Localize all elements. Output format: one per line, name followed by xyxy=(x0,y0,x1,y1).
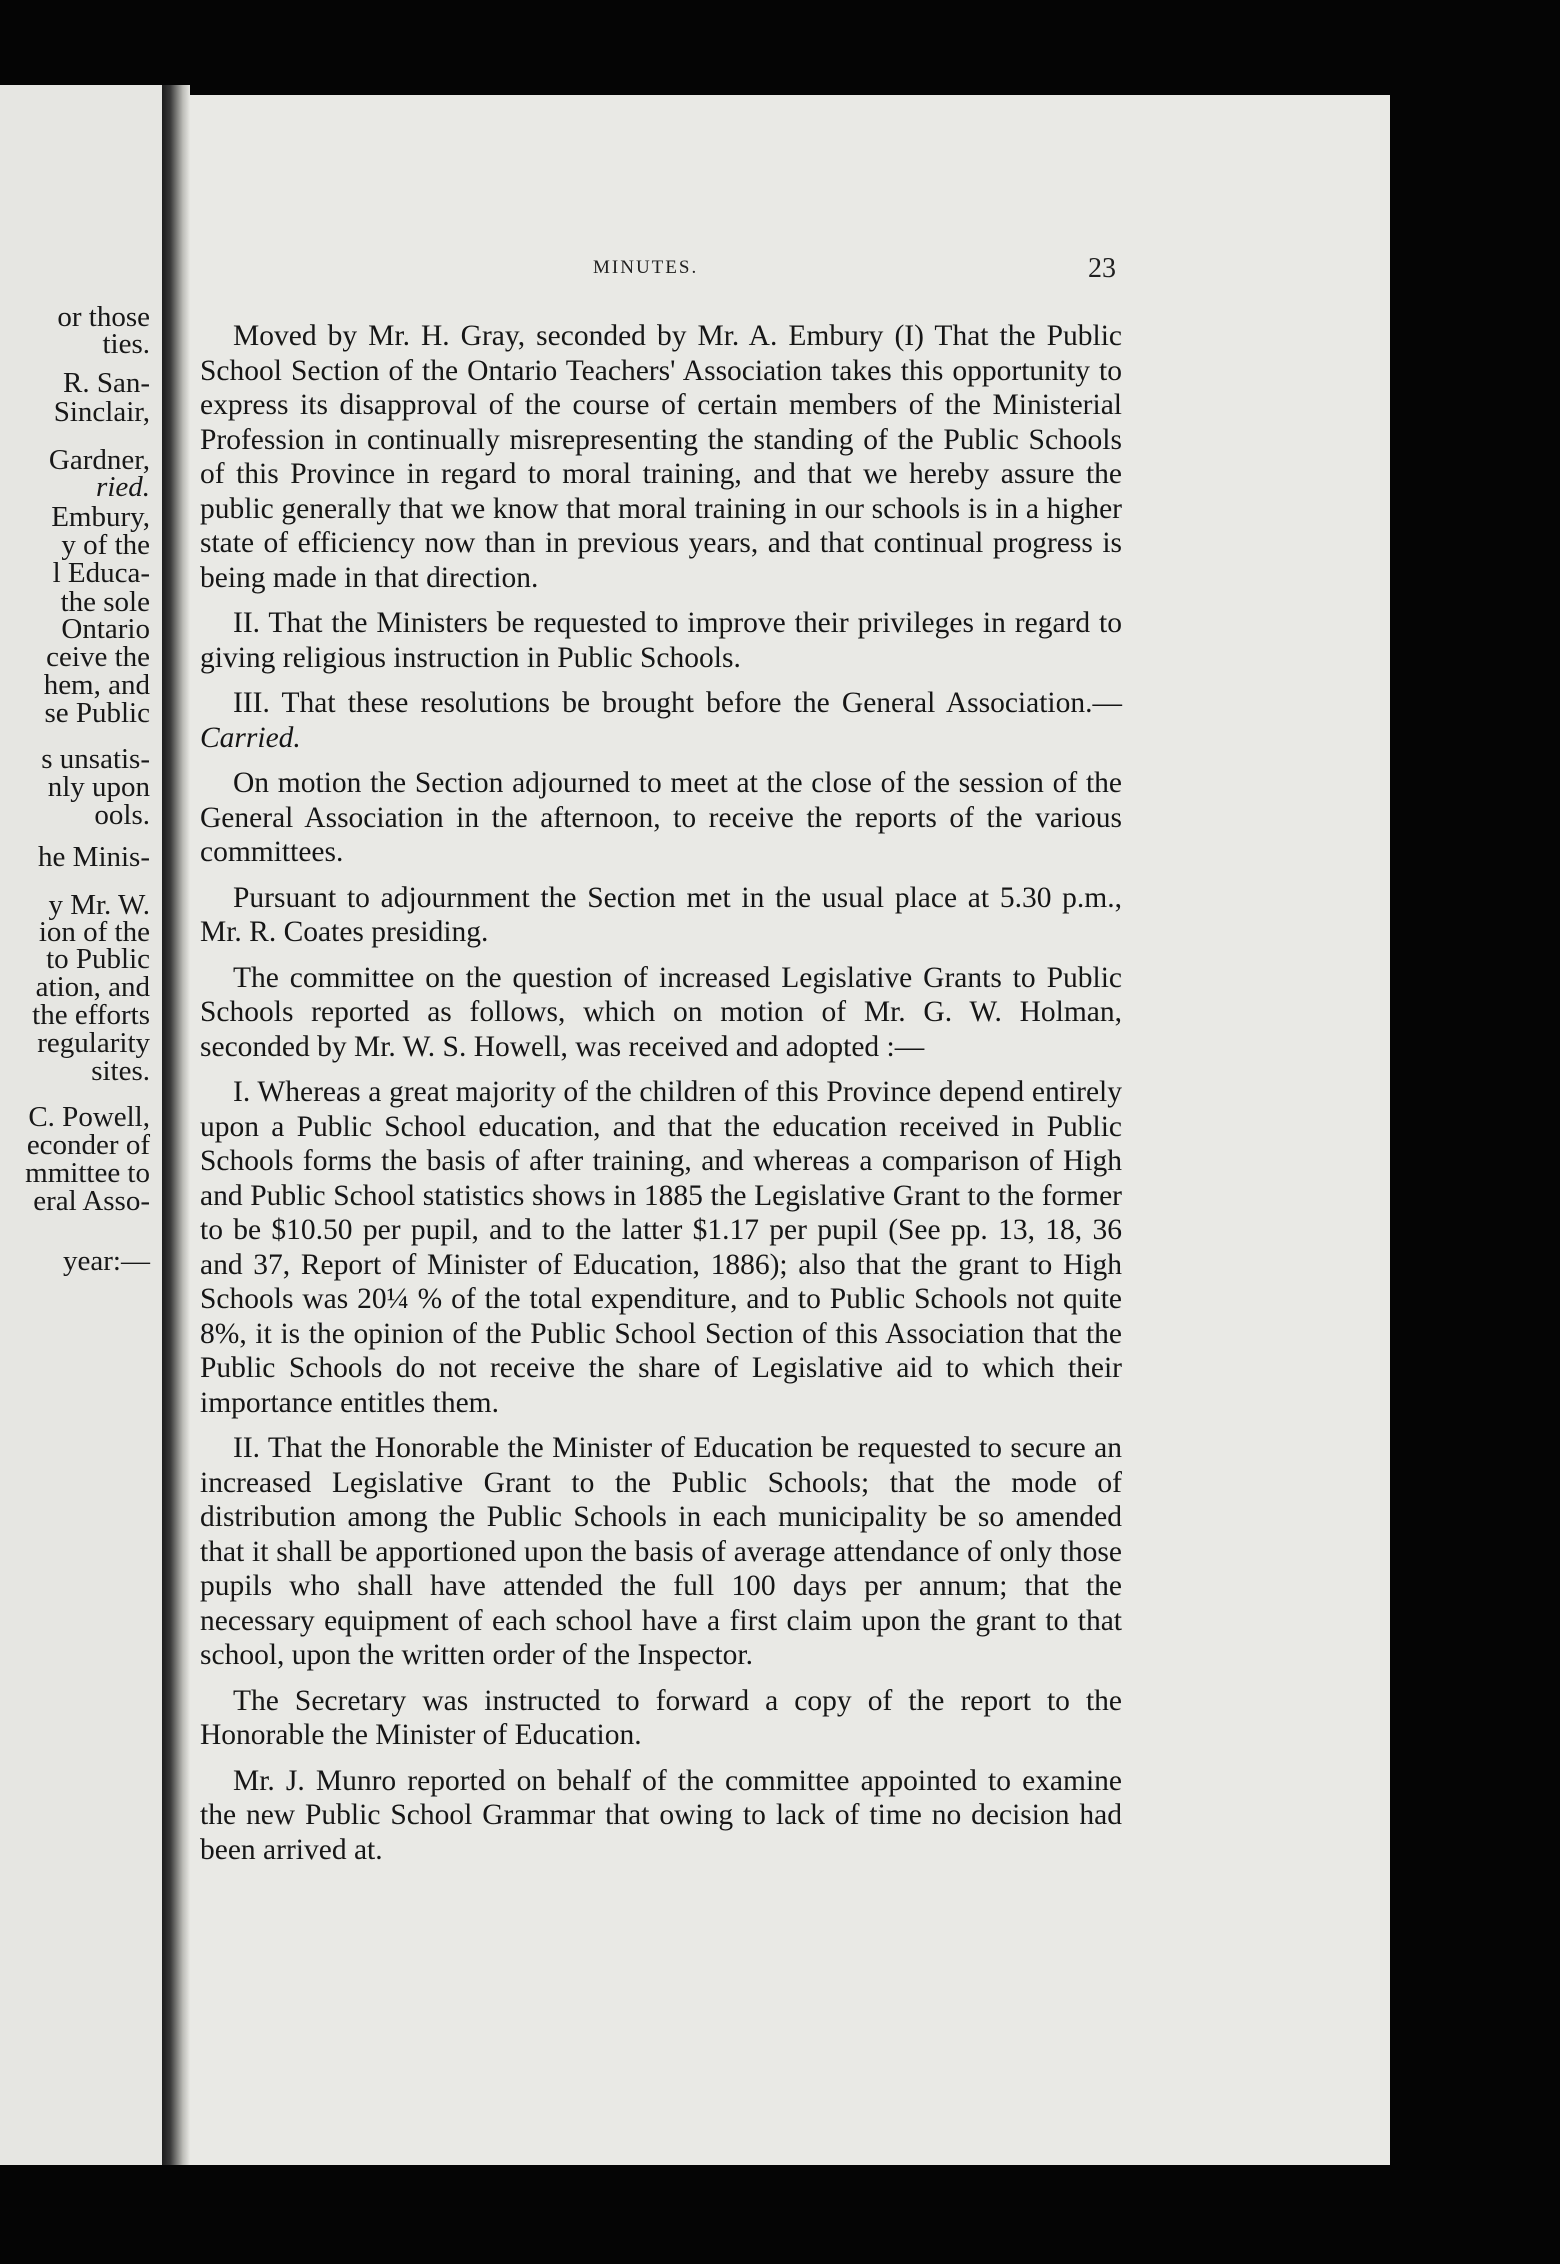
facing-page-line: econder of xyxy=(26,1129,150,1161)
facing-page-line: regularity xyxy=(37,1027,150,1059)
book-gutter xyxy=(162,85,190,2165)
paragraph-text: III. That these resolutions be brought before the General Association.— xyxy=(233,687,1122,719)
facing-page-fragment xyxy=(0,85,162,2165)
facing-page-line: l Educa- xyxy=(52,557,150,589)
paragraph-text: Mr. J. Munro reported on behalf of the committee appointed to examine the new Public School Grammar that owing to lack of time no decision had been arrived at. xyxy=(200,1764,1122,1866)
facing-page-line: he Minis- xyxy=(38,841,150,873)
facing-page-line: to Public xyxy=(46,943,150,975)
facing-page-line: y of the xyxy=(61,529,150,561)
paragraph-text: Pursuant to adjournment the Section met in the usual place at 5.30 p.m., Mr. R. Coates presiding. xyxy=(200,881,1122,948)
facing-page-line: the efforts xyxy=(32,999,150,1031)
facing-page-line: hem, and xyxy=(43,669,150,701)
facing-page-line: se Public xyxy=(44,697,150,729)
facing-page-line: y Mr. W. xyxy=(48,889,150,921)
facing-page-line: mmittee to xyxy=(25,1157,150,1189)
paragraph xyxy=(200,1684,1122,1753)
paragraph xyxy=(200,1431,1122,1673)
paragraph-text: On motion the Section adjourned to meet at the close of the session of the General Association in the afternoon, to receive the reports of the various committees. xyxy=(200,767,1122,868)
facing-page-line: s unsatis- xyxy=(41,743,150,775)
facing-page-line: Sinclair, xyxy=(53,396,150,428)
paragraph xyxy=(200,1764,1122,1868)
paragraph xyxy=(200,961,1122,1065)
paragraph-text: II. That the Ministers be requested to improve their privileges in regard to giving religious instruction in Public Schools. xyxy=(200,607,1122,674)
paragraph xyxy=(200,881,1122,950)
paragraph-text: Moved by Mr. H. Gray, seconded by Mr. A. Embury (I) That the Public School Section of the Ontario Teachers' Association takes this opportunity to express its disapproval of the course of certain members of the Ministerial Profession in continually misrepresenting the standing of the Public Schools of this Province in regard to moral training, and that we hereby assure the public generally that we know that moral training in our schools is in a higher state of efficiency now than in previous years, and that continual progress is being made in that direction. xyxy=(200,320,1122,594)
facing-page-line: the sole xyxy=(60,586,150,618)
facing-page-line: C. Powell, xyxy=(28,1101,150,1133)
paragraph-text: The committee on the question of increased Legislative Grants to Public Schools reported as follows, which on motion of Mr. G. W. Holman, seconded by Mr. W. S. Howell, was received and adopted :— xyxy=(200,961,1122,1063)
paragraph-text: I. Whereas a great majority of the children of this Province depend entirely upon a Public School education, and that the education received in Public Schools forms the basis of after training, and whereas a comparison of High and Public School statistics shows in 1885 the Legislative Grant to the former to be $10.50 per pupil, and to the latter $1.17 per pupil (See pp. 13, 18, 36 and 37, Report of Minister of Education, 1886); also that the grant to High Schools was 20¼ % of the total expenditure, and to Public Schools not quite 8%, it is the opinion of the Public School Section of this Association that the Public Schools do not receive the share of Legislative aid to which their importance entitles them. xyxy=(200,1076,1122,1419)
facing-page-line: eral Asso- xyxy=(33,1185,150,1217)
facing-page-line: Ontario xyxy=(61,613,150,645)
facing-page-line: ation, and xyxy=(35,971,150,1003)
facing-page-line: Gardner, xyxy=(48,444,150,476)
page-number: 23 xyxy=(1088,253,1116,284)
body-text xyxy=(200,319,1122,1878)
paragraph xyxy=(200,1075,1122,1420)
paragraph xyxy=(200,766,1122,870)
facing-page-line: ceive the xyxy=(46,641,150,673)
facing-page-line: ion of the xyxy=(38,916,150,948)
facing-page-line: Embury, xyxy=(51,501,150,533)
facing-page-line: ties. xyxy=(102,328,150,360)
facing-page-line: or those xyxy=(57,301,150,333)
running-title: MINUTES. xyxy=(593,257,699,278)
book-page xyxy=(190,95,1390,2165)
facing-page-line: nly upon xyxy=(47,771,150,803)
facing-page-line: year:— xyxy=(63,1245,150,1277)
paragraph xyxy=(200,686,1122,755)
paragraph xyxy=(200,319,1122,595)
paragraph-text: The Secretary was instructed to forward a copy of the report to the Honorable the Minister of Education. xyxy=(200,1684,1122,1751)
facing-page-line: ried. xyxy=(96,471,150,503)
facing-page-line: R. San- xyxy=(63,367,150,399)
paragraph xyxy=(200,606,1122,675)
facing-page-line: sites. xyxy=(91,1055,150,1087)
facing-page-line: ools. xyxy=(94,799,150,831)
paragraph-text: II. That the Honorable the Minister of Education be requested to secure an increased Legislative Grant to the Public Schools; that the mode of distribution among the Public Schools in each municipality be so amended that it shall be apportioned upon the basis of average attendance of only those pupils who shall have attended the full 100 days per annum; that the necessary equipment of each school have a first claim upon the grant to that school, upon the written order of the Inspector. xyxy=(200,1432,1122,1671)
paragraph-italic-tail: Carried. xyxy=(200,721,301,754)
